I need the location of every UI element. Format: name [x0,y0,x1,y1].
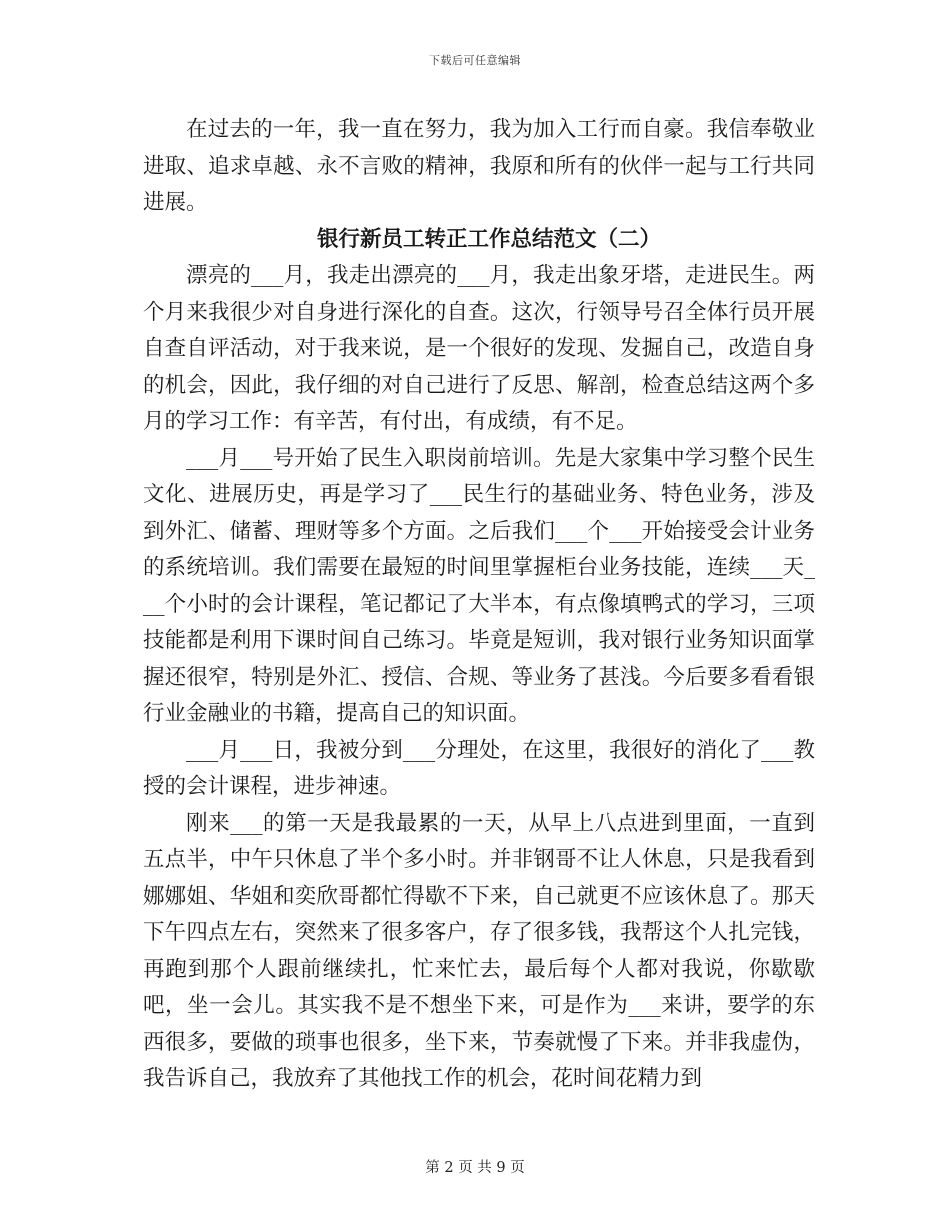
paragraph-3: ___月___日，我被分到___分理处，在这里，我很好的消化了___教授的会计课程，进步神速。 [143,737,815,799]
page-footer: 第 2 页 共 9 页 [425,1160,525,1176]
section-title: 银行新员工转正工作总结范文（二） [316,226,661,252]
paragraph-2: ___月___号开始了民生入职岗前培训。先是大家集中学习整个民生文化、进展历史，再是学习了___民生行的基础业务、特色业务，涉及到外汇、储蓄、理财等多个方面。之后我们___个___开始接受会计业务的系统培训。我们需要在最短的时间里掌握柜台业务技能，连续___天___个小时的会计课程，笔记都记了大半本，有点像填鸭式的学习，三项技能都是利用下课时间自己练习。毕竟是短训，我对银行业务知识面掌握还很窄，特别是外汇、授信、合规、等业务了甚浅。今后要多看看银行业金融业的书籍，提高自己的知识面。 [143,445,815,726]
intro-paragraph: 在过去的一年，我一直在努力，我为加入工行而自豪。我信奉敬业进取、追求卓越、永不言败的精神，我原和所有的伙伴一起与工行共同进展。 [143,117,815,215]
document-body [143,112,815,1098]
paragraph-1: 漂亮的___月，我走出漂亮的___月，我走出象牙塔，走进民生。两个月来我很少对自身进行深化的自查。这次，行领导号召全体行员开展自查自评活动，对于我来说，是一个很好的发现、发掘自己，改造自身的机会，因此，我仔细的对自己进行了反思、解剖，检查总结这两个多月的学习工作：有辛苦，有付出，有成绩，有不足。 [143,263,815,434]
page-header-note: 下载后可任意编辑 [429,54,521,67]
paragraph-4: 刚来___的第一天是我最累的一天，从早上八点进到里面，一直到五点半，中午只休息了半个多小时。并非钢哥不让人休息，只是我看到娜娜姐、华姐和奕欣哥都忙得歇不下来，自己就更不应该休息了。那天下午四点左右，突然来了很多客户，存了很多钱，我帮这个人扎完钱，再跑到那个人跟前继续扎，忙来忙去，最后每个人都对我说，你歇歇吧，坐一会儿。其实我不是不想坐下来，可是作为___来讲，要学的东西很多，要做的琐事也很多，坐下来，节奏就慢了下来。并非我虚伪，我告诉自己，我放弃了其他找工作的机会，花时间花精力到 [143,810,815,1091]
